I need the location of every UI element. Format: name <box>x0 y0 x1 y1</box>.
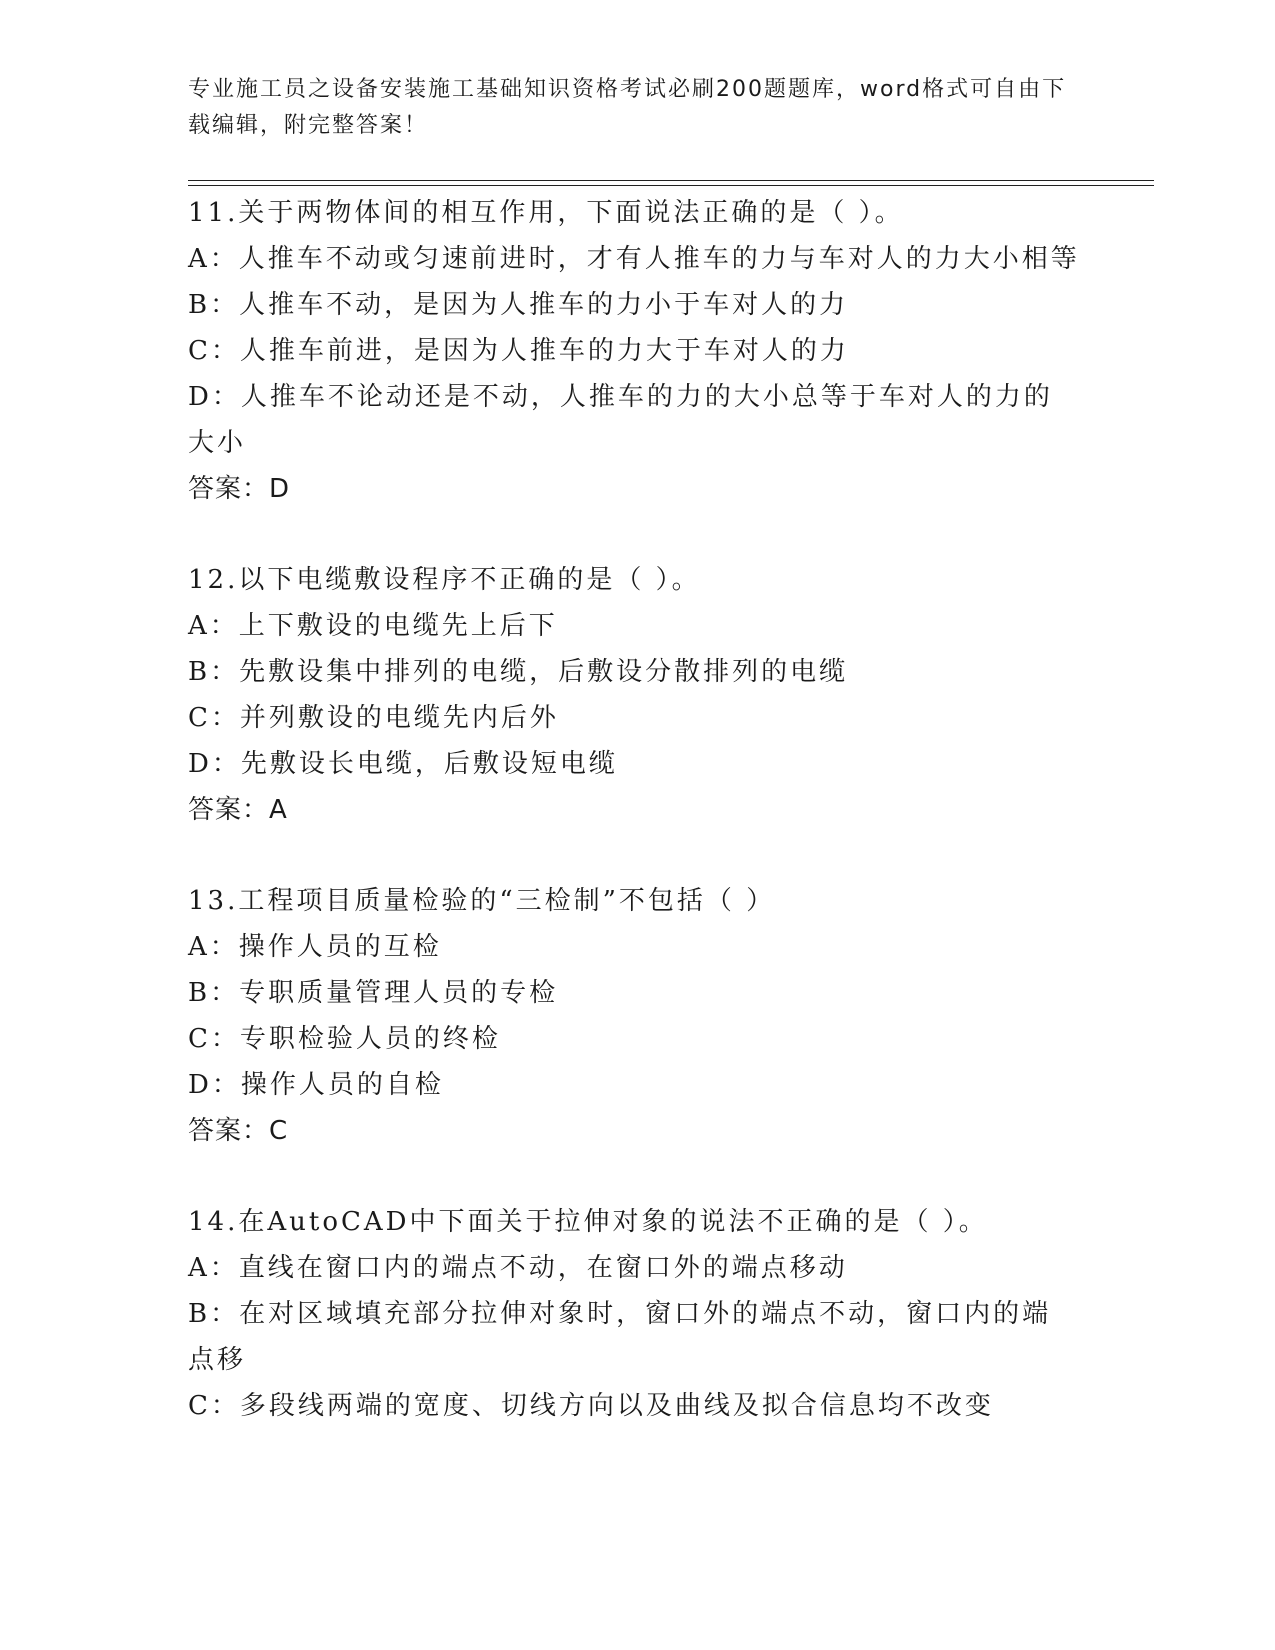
option-a: A：直线在窗口内的端点不动，在窗口外的端点移动 <box>188 1253 848 1283</box>
question-stem: 12.以下电缆敷设程序不正确的是（ ）。 <box>188 565 701 595</box>
question-stem: 13.工程项目质量检验的“三检制”不包括（ ） <box>188 886 776 916</box>
option-c: C：并列敷设的电缆先内后外 <box>188 703 559 733</box>
option-a: A：人推车不动或匀速前进时，才有人推车的力与车对人的力大小相等 <box>188 244 1080 274</box>
option-c: C：人推车前进，是因为人推车的力大于车对人的力 <box>188 336 849 366</box>
document-header: 专业施工员之设备安装施工基础知识资格考试必刷200题题库，word格式可自由下载编辑，附完整答案！ <box>188 77 1067 138</box>
option-a: A：操作人员的互检 <box>188 932 442 962</box>
question-list <box>188 190 1088 1474</box>
question-13 <box>188 878 1088 1154</box>
option-c: C：专职检验人员的终检 <box>188 1024 501 1054</box>
answer: 答案：D <box>188 474 291 504</box>
option-d: D：人推车不论动还是不动，人推车的力的大小总等于车对人的力的大小 <box>188 382 1053 458</box>
option-c: C：多段线两端的宽度、切线方向以及曲线及拟合信息均不改变 <box>188 1391 994 1421</box>
question-12 <box>188 557 1088 833</box>
answer: 答案：C <box>188 1116 289 1146</box>
question-11 <box>188 190 1088 512</box>
option-b: B：在对区域填充部分拉伸对象时，窗口外的端点不动，窗口内的端点移 <box>188 1299 1052 1375</box>
answer: 答案：A <box>188 795 288 825</box>
question-14 <box>188 1199 1088 1429</box>
option-d: D：先敷设长电缆，后敷设短电缆 <box>188 749 618 779</box>
option-b: B：专职质量管理人员的专检 <box>188 978 559 1008</box>
option-d: D：操作人员的自检 <box>188 1070 444 1100</box>
header-divider <box>188 180 1154 186</box>
option-b: B：人推车不动，是因为人推车的力小于车对人的力 <box>188 290 849 320</box>
question-stem: 14.在AutoCAD中下面关于拉伸对象的说法不正确的是（ ）。 <box>188 1207 988 1237</box>
option-a: A：上下敷设的电缆先上后下 <box>188 611 558 641</box>
option-b: B：先敷设集中排列的电缆，后敷设分散排列的电缆 <box>188 657 849 687</box>
question-stem: 11.关于两物体间的相互作用，下面说法正确的是（ ）。 <box>188 198 904 228</box>
